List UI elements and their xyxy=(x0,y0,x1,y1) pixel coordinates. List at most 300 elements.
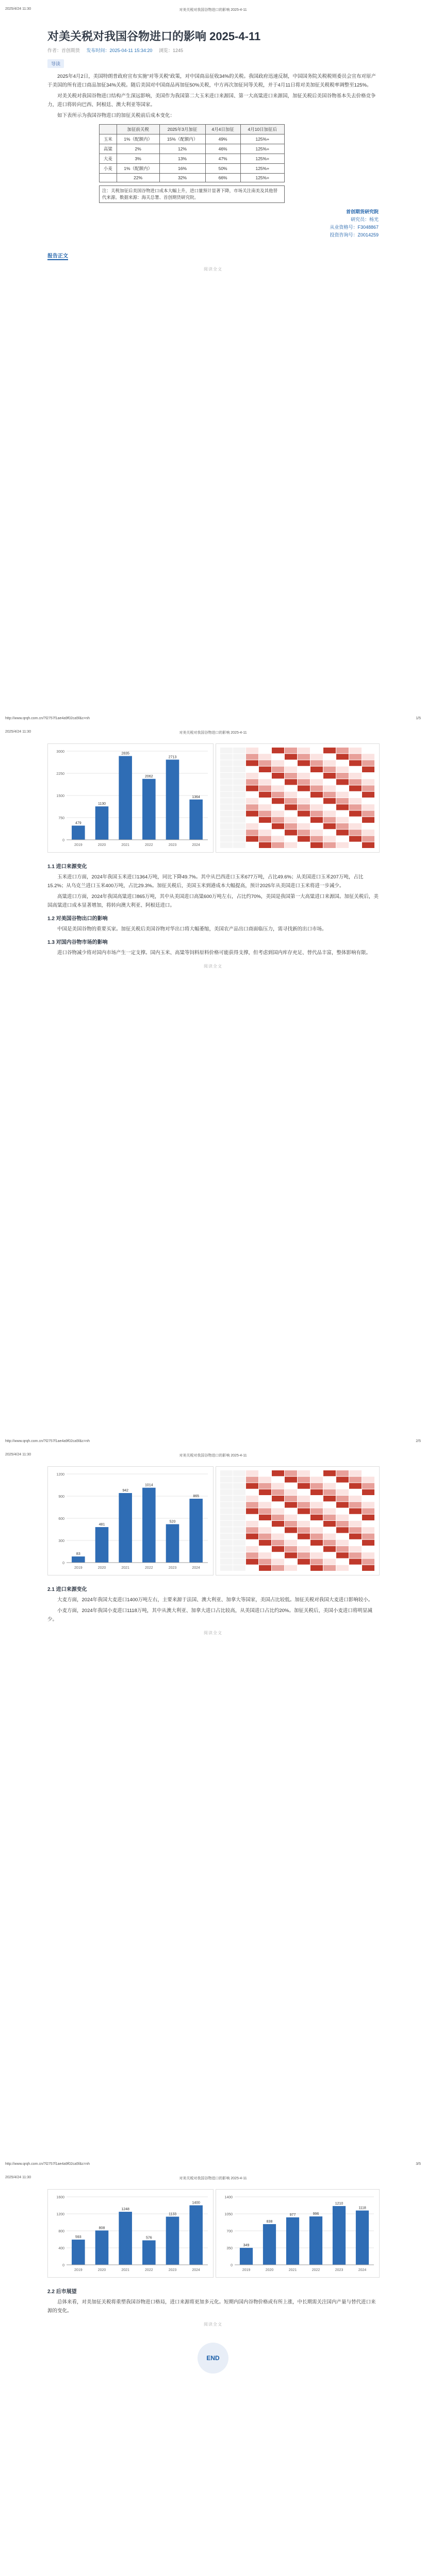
data-label: 479 xyxy=(75,821,81,825)
tariff-table xyxy=(99,124,285,182)
bar xyxy=(142,1488,156,1563)
heat-cell xyxy=(310,767,323,772)
y-tick-label: 1500 xyxy=(56,794,64,798)
heat-cell xyxy=(336,1527,349,1533)
heat-cell xyxy=(362,1515,374,1520)
heat-cell xyxy=(259,767,271,772)
heat-cell xyxy=(220,1470,233,1476)
sorghum-import-chart xyxy=(48,1467,213,1575)
heat-cell xyxy=(349,836,362,842)
x-tick-label: 2019 xyxy=(74,843,83,847)
x-tick-label: 2019 xyxy=(74,1566,83,1570)
heat-cell xyxy=(336,1565,349,1571)
x-tick-label: 2024 xyxy=(358,2268,367,2272)
heat-cell xyxy=(336,1489,349,1495)
table-cell: 2% xyxy=(117,144,159,154)
heat-cell xyxy=(259,1540,271,1546)
read-more-link[interactable]: 阅读全文 xyxy=(204,1631,222,1635)
heat-cell xyxy=(272,748,284,753)
heat-cell xyxy=(349,1502,362,1507)
heat-cell xyxy=(362,1470,374,1476)
heat-cell xyxy=(246,792,258,798)
heat-cell xyxy=(349,754,362,759)
bar xyxy=(263,2224,276,2265)
data-label: 520 xyxy=(169,1520,176,1524)
heat-cell xyxy=(323,792,336,798)
bar xyxy=(189,2206,203,2265)
table-cell: 66% xyxy=(205,174,240,182)
heat-cell xyxy=(259,829,271,835)
heat-cell xyxy=(323,748,336,753)
heat-cell xyxy=(310,1496,323,1501)
heat-cell xyxy=(310,811,323,817)
heat-cell xyxy=(272,773,284,778)
heat-cell xyxy=(272,817,284,823)
heat-cell xyxy=(362,754,374,759)
heat-cell xyxy=(323,1509,336,1514)
heat-cell xyxy=(310,1509,323,1514)
y-tick-label: 3000 xyxy=(56,750,64,754)
data-label: 481 xyxy=(99,1523,105,1527)
print-page-title: 对美关税对我国谷物进口的影响 2025-4-11 xyxy=(179,2177,247,2180)
data-label: 1364 xyxy=(192,795,200,799)
heat-cell xyxy=(220,1565,233,1571)
page-2 xyxy=(0,723,426,1445)
heat-cell xyxy=(349,804,362,810)
heat-cell xyxy=(298,773,310,778)
heat-cell xyxy=(220,1540,233,1546)
data-label: 865 xyxy=(193,1495,200,1499)
heat-cell xyxy=(298,1565,310,1571)
heat-cell xyxy=(272,823,284,829)
y-tick-label: 750 xyxy=(58,817,64,820)
heat-cell xyxy=(310,836,323,842)
article-paragraph: 中国是美国谷物的重要买家。加征关税后美国谷物对华出口将大幅萎缩，美国农产品出口商面临压力，需寻找新的出口市场。 xyxy=(57,926,327,932)
print-page-title: 对美关税对我国谷物进口的影响 2025-4-11 xyxy=(179,1454,247,1458)
heat-cell xyxy=(272,829,284,835)
heat-cell xyxy=(349,1496,362,1501)
heat-cell xyxy=(259,1489,271,1495)
heat-cell xyxy=(298,1470,310,1476)
table-cell: 22% xyxy=(117,174,159,182)
heat-cell xyxy=(298,1559,310,1565)
heat-cell xyxy=(298,1483,310,1489)
heat-cell xyxy=(220,817,233,823)
heat-cell xyxy=(323,1483,336,1489)
heat-cell xyxy=(259,1502,271,1507)
x-tick-label: 2020 xyxy=(265,2268,274,2272)
table-header-row xyxy=(100,125,285,134)
heat-cell xyxy=(220,767,233,772)
heat-cell xyxy=(233,1534,245,1539)
x-tick-label: 2023 xyxy=(335,2268,343,2272)
heat-cell xyxy=(272,1489,284,1495)
heat-cell xyxy=(349,1559,362,1565)
heat-cell xyxy=(298,754,310,759)
heat-cell xyxy=(246,1470,258,1476)
heat-cell xyxy=(349,1527,362,1533)
bar xyxy=(95,806,109,840)
heat-cell xyxy=(349,829,362,835)
heat-cell xyxy=(310,804,323,810)
heat-cell xyxy=(233,767,245,772)
heat-cell xyxy=(336,1552,349,1558)
x-tick-label: 2023 xyxy=(168,843,177,847)
heat-cell xyxy=(246,817,258,823)
x-tick-label: 2022 xyxy=(145,2268,153,2272)
heat-cell xyxy=(285,767,297,772)
heat-cell xyxy=(310,1483,323,1489)
data-label: 576 xyxy=(145,2236,152,2240)
heat-cell xyxy=(323,1546,336,1552)
table-cell: 1%（配额内） xyxy=(117,164,159,174)
heat-cell xyxy=(233,804,245,810)
heat-cell xyxy=(259,811,271,817)
heat-cell xyxy=(349,1489,362,1495)
heat-cell xyxy=(310,748,323,753)
x-tick-label: 2020 xyxy=(97,1566,106,1570)
print-url: http://www.qrqh.com.cn/?l2757f1ae4a9f02ca5f&c=nh xyxy=(5,717,90,720)
table-row xyxy=(100,134,285,144)
heat-cell xyxy=(285,1496,297,1501)
heat-cell xyxy=(298,779,310,785)
heat-cell xyxy=(220,792,233,798)
heat-cell xyxy=(323,1565,336,1571)
bar xyxy=(119,1493,132,1563)
x-tick-label: 2024 xyxy=(192,2268,200,2272)
bar xyxy=(72,2240,85,2265)
heat-cell xyxy=(220,1496,233,1501)
heat-cell xyxy=(233,829,245,835)
heat-cell xyxy=(259,817,271,823)
heat-cell xyxy=(272,1546,284,1552)
heat-cell xyxy=(336,1534,349,1539)
print-page-number: 2/5 xyxy=(416,1439,421,1443)
heat-cell xyxy=(259,1559,271,1565)
heat-cell xyxy=(310,1470,323,1476)
bar xyxy=(166,2217,179,2265)
table-cell xyxy=(100,174,117,182)
y-tick-label: 0 xyxy=(62,1562,64,1565)
print-timestamp: 2025/4/24 11:30 xyxy=(5,2176,31,2179)
heat-cell xyxy=(323,1540,336,1546)
heat-cell xyxy=(220,1552,233,1558)
table-note: 注：关税加征后美国谷物进口成本大幅上升，进口量预计显著下降，市场关注南美及其他替代来源。数据来源：海关总署、首创期货研究院。 xyxy=(99,185,285,203)
heat-cell xyxy=(310,1565,323,1571)
heat-cell xyxy=(362,842,374,848)
read-more-link[interactable]: 阅读全文 xyxy=(204,2322,222,2327)
section-heading: 1.3 对国内谷物市场的影响 xyxy=(47,940,108,945)
bar xyxy=(189,800,203,840)
heat-cell xyxy=(220,823,233,829)
page-3 xyxy=(0,1446,426,2167)
heat-cell xyxy=(323,817,336,823)
heat-cell xyxy=(220,798,233,804)
heat-cell xyxy=(362,1565,374,1571)
heat-cell xyxy=(336,773,349,778)
signature-line: 首创期货研究院 xyxy=(346,209,379,214)
data-label: 1014 xyxy=(145,1483,153,1487)
heat-cell xyxy=(272,1552,284,1558)
heat-cell xyxy=(220,1546,233,1552)
heat-cell xyxy=(362,792,374,798)
heat-cell xyxy=(220,1515,233,1520)
data-label: 2835 xyxy=(121,752,129,756)
heat-cell xyxy=(298,811,310,817)
signature-line: 研究员：杨光 xyxy=(350,217,379,222)
heat-cell xyxy=(285,823,297,829)
heat-cell xyxy=(310,1515,323,1520)
heat-cell xyxy=(285,1546,297,1552)
heat-cell xyxy=(336,1509,349,1514)
heat-cell xyxy=(298,1496,310,1501)
heat-cell xyxy=(349,760,362,766)
table-cell: 1%（配额内） xyxy=(117,134,159,144)
heat-cell xyxy=(233,1502,245,1507)
end-marker: END xyxy=(198,2343,228,2374)
heat-cell xyxy=(233,1521,245,1527)
heat-cell xyxy=(362,1546,374,1552)
heat-cell xyxy=(323,1515,336,1520)
heat-cell xyxy=(285,1515,297,1520)
heat-cell xyxy=(310,773,323,778)
heat-cell xyxy=(310,829,323,835)
heat-cell xyxy=(285,786,297,791)
heat-cell xyxy=(298,829,310,835)
x-tick-label: 2024 xyxy=(192,1566,200,1570)
table-cell: 13% xyxy=(159,154,205,164)
heat-cell xyxy=(220,748,233,753)
heat-cell xyxy=(233,842,245,848)
heat-cell xyxy=(246,779,258,785)
heat-cell xyxy=(349,1521,362,1527)
y-tick-label: 0 xyxy=(231,2264,233,2267)
heat-cell xyxy=(298,1546,310,1552)
heat-cell xyxy=(349,1552,362,1558)
article-paragraph: 小麦方面，2024年我国小麦进口1118万吨，其中从澳大利亚、加拿大进口占比较高，从美国进口占比约20%。加征关税后，美国小麦进口将明显减少。 xyxy=(47,1608,372,1622)
heat-cell xyxy=(233,823,245,829)
heat-cell xyxy=(246,748,258,753)
x-tick-label: 2021 xyxy=(288,2268,297,2272)
heat-cell xyxy=(259,1509,271,1514)
heat-cell xyxy=(362,1502,374,1507)
heat-cell xyxy=(310,779,323,785)
heat-cell xyxy=(310,792,323,798)
heat-cell xyxy=(298,767,310,772)
heat-cell xyxy=(285,1552,297,1558)
heat-cell xyxy=(233,1496,245,1501)
print-page-number: 3/5 xyxy=(416,2162,421,2166)
heat-cell xyxy=(310,1534,323,1539)
heat-cell xyxy=(349,1534,362,1539)
heat-cell xyxy=(246,798,258,804)
table-cell: 46% xyxy=(205,144,240,154)
bar xyxy=(142,779,156,840)
heat-cell xyxy=(362,748,374,753)
heat-cell xyxy=(220,1534,233,1539)
heat-cell xyxy=(259,754,271,759)
heat-cell xyxy=(272,754,284,759)
heat-cell xyxy=(259,773,271,778)
lead-tag: 导读 xyxy=(47,59,64,68)
heat-cell xyxy=(272,836,284,842)
heat-cell xyxy=(336,1502,349,1507)
read-more-link[interactable]: 阅读全文 xyxy=(204,267,222,272)
heat-cell xyxy=(259,1483,271,1489)
heat-cell xyxy=(272,1496,284,1501)
table-header-cell: 2025年3月加征 xyxy=(159,125,205,134)
heat-cell xyxy=(233,773,245,778)
heat-cell xyxy=(259,748,271,753)
heat-cell xyxy=(323,779,336,785)
bar xyxy=(333,2206,346,2265)
heat-cell xyxy=(323,754,336,759)
meta-item: 作者：首创期货 xyxy=(47,48,80,53)
heat-cell xyxy=(298,1534,310,1539)
heat-cell xyxy=(233,1552,245,1558)
heat-cell xyxy=(220,836,233,842)
heat-cell xyxy=(220,1559,233,1565)
article-paragraph: 大麦方面，2024年我国大麦进口1400万吨左右，主要来源于法国、澳大利亚、加拿大等国家，美国占比较低。加征关税对我国大麦进口影响较小。 xyxy=(57,1597,373,1603)
heat-cell xyxy=(259,1521,271,1527)
data-label: 942 xyxy=(122,1488,129,1493)
article-paragraph: 进口谷物减少将对国内市场产生一定支撑。国内玉米、高粱等饲料原料价格可能获得支撑，但考虑到国内库存充足、替代品丰富，整体影响有限。 xyxy=(57,950,371,956)
table-header-cell: 4月4日加征 xyxy=(205,125,240,134)
heat-cell xyxy=(362,1483,374,1489)
heat-cell xyxy=(220,1489,233,1495)
heat-cell xyxy=(272,1565,284,1571)
heat-cell xyxy=(362,1509,374,1514)
heat-cell xyxy=(362,767,374,772)
signature-line: 投资咨询号：Z0014259 xyxy=(330,232,379,238)
heat-cell xyxy=(285,1521,297,1527)
heat-cell xyxy=(349,823,362,829)
y-tick-label: 1050 xyxy=(224,2213,233,2216)
heat-cell xyxy=(336,1559,349,1565)
table-header-cell xyxy=(100,125,117,134)
read-more-link[interactable]: 阅读全文 xyxy=(204,964,222,969)
data-label: 1400 xyxy=(192,2201,200,2205)
heat-cell xyxy=(323,1521,336,1527)
heat-cell xyxy=(220,779,233,785)
heat-cell xyxy=(310,1527,323,1533)
heat-cell xyxy=(272,1502,284,1507)
heat-cell xyxy=(323,773,336,778)
heat-cell xyxy=(362,798,374,804)
heat-cell xyxy=(220,1521,233,1527)
bar xyxy=(286,2217,299,2265)
heat-cell xyxy=(246,811,258,817)
heat-cell xyxy=(349,1540,362,1546)
data-label: 1130 xyxy=(97,802,106,806)
x-tick-label: 2021 xyxy=(121,2268,129,2272)
x-tick-label: 2022 xyxy=(312,2268,320,2272)
heat-cell xyxy=(285,804,297,810)
heat-cell xyxy=(259,786,271,791)
y-tick-label: 900 xyxy=(58,1495,64,1499)
page-1 xyxy=(0,0,426,722)
heat-cell xyxy=(310,1559,323,1565)
meta-item: 浏览：1245 xyxy=(158,48,183,53)
heat-cell xyxy=(323,786,336,791)
heat-cell xyxy=(310,1489,323,1495)
heat-cell xyxy=(233,1483,245,1489)
bar xyxy=(72,826,85,840)
heat-cell xyxy=(285,754,297,759)
heat-cell xyxy=(349,1546,362,1552)
heat-cell xyxy=(259,842,271,848)
chart-panel xyxy=(47,743,214,853)
heat-cell xyxy=(362,1489,374,1495)
heat-cell xyxy=(349,767,362,772)
heat-cell xyxy=(220,760,233,766)
heat-cell xyxy=(259,779,271,785)
x-tick-label: 2024 xyxy=(192,843,200,847)
heat-cell xyxy=(285,1502,297,1507)
table-cell: 15%（配额内） xyxy=(159,134,205,144)
barley-import-chart xyxy=(48,2190,213,2277)
heat-cell xyxy=(349,1470,362,1476)
heat-cell xyxy=(336,760,349,766)
data-label: 2713 xyxy=(168,755,177,759)
data-label: 1118 xyxy=(358,2206,366,2210)
heat-cell xyxy=(246,1515,258,1520)
y-tick-label: 1600 xyxy=(56,2196,64,2199)
heat-cell xyxy=(323,1470,336,1476)
heat-cell xyxy=(220,1477,233,1482)
article-paragraph: 对美关税对我国谷物进口结构产生深远影响，美国作为我国第二大玉米进口来源国、第一大高粱进口来源国，加征关税后美国谷物基本失去价格竞争力，进口将转向巴西、阿根廷、澳大利亚等国家。 xyxy=(47,93,376,108)
heat-cell xyxy=(272,1521,284,1527)
heat-cell xyxy=(349,817,362,823)
heatmap xyxy=(216,1467,379,1575)
heat-cell xyxy=(336,767,349,772)
heat-cell xyxy=(285,836,297,842)
heat-cell xyxy=(233,1489,245,1495)
heat-cell xyxy=(349,779,362,785)
table-cell: 125%+ xyxy=(240,174,284,182)
table-cell: 玉米 xyxy=(100,134,117,144)
heat-cell xyxy=(272,786,284,791)
heat-cell xyxy=(233,792,245,798)
table-cell: 高粱 xyxy=(100,144,117,154)
heat-cell xyxy=(259,1534,271,1539)
heat-cell xyxy=(310,817,323,823)
heat-cell xyxy=(220,1483,233,1489)
x-tick-label: 2019 xyxy=(74,2268,83,2272)
x-tick-label: 2019 xyxy=(242,2268,251,2272)
heat-cell xyxy=(246,1540,258,1546)
related-heading[interactable]: 报告正文 xyxy=(47,251,68,260)
table-cell: 125%+ xyxy=(240,144,284,154)
heat-cell xyxy=(285,1565,297,1571)
heat-cell xyxy=(323,811,336,817)
heat-cell xyxy=(246,1565,258,1571)
heat-cell xyxy=(323,798,336,804)
bar xyxy=(240,2248,253,2265)
heat-cell xyxy=(233,1540,245,1546)
heat-cell xyxy=(233,798,245,804)
heat-cell xyxy=(259,1470,271,1476)
print-url: http://www.qrqh.com.cn/?l2757f1ae4a9f02ca5f&c=nh xyxy=(5,1439,90,1443)
heat-cell xyxy=(336,786,349,791)
heat-cell xyxy=(336,1477,349,1482)
heat-cell xyxy=(285,798,297,804)
chart-panel xyxy=(47,1466,214,1575)
heat-cell xyxy=(336,836,349,842)
heat-cell xyxy=(362,1527,374,1533)
chart-panel xyxy=(216,2189,380,2278)
heatmap xyxy=(216,744,379,852)
